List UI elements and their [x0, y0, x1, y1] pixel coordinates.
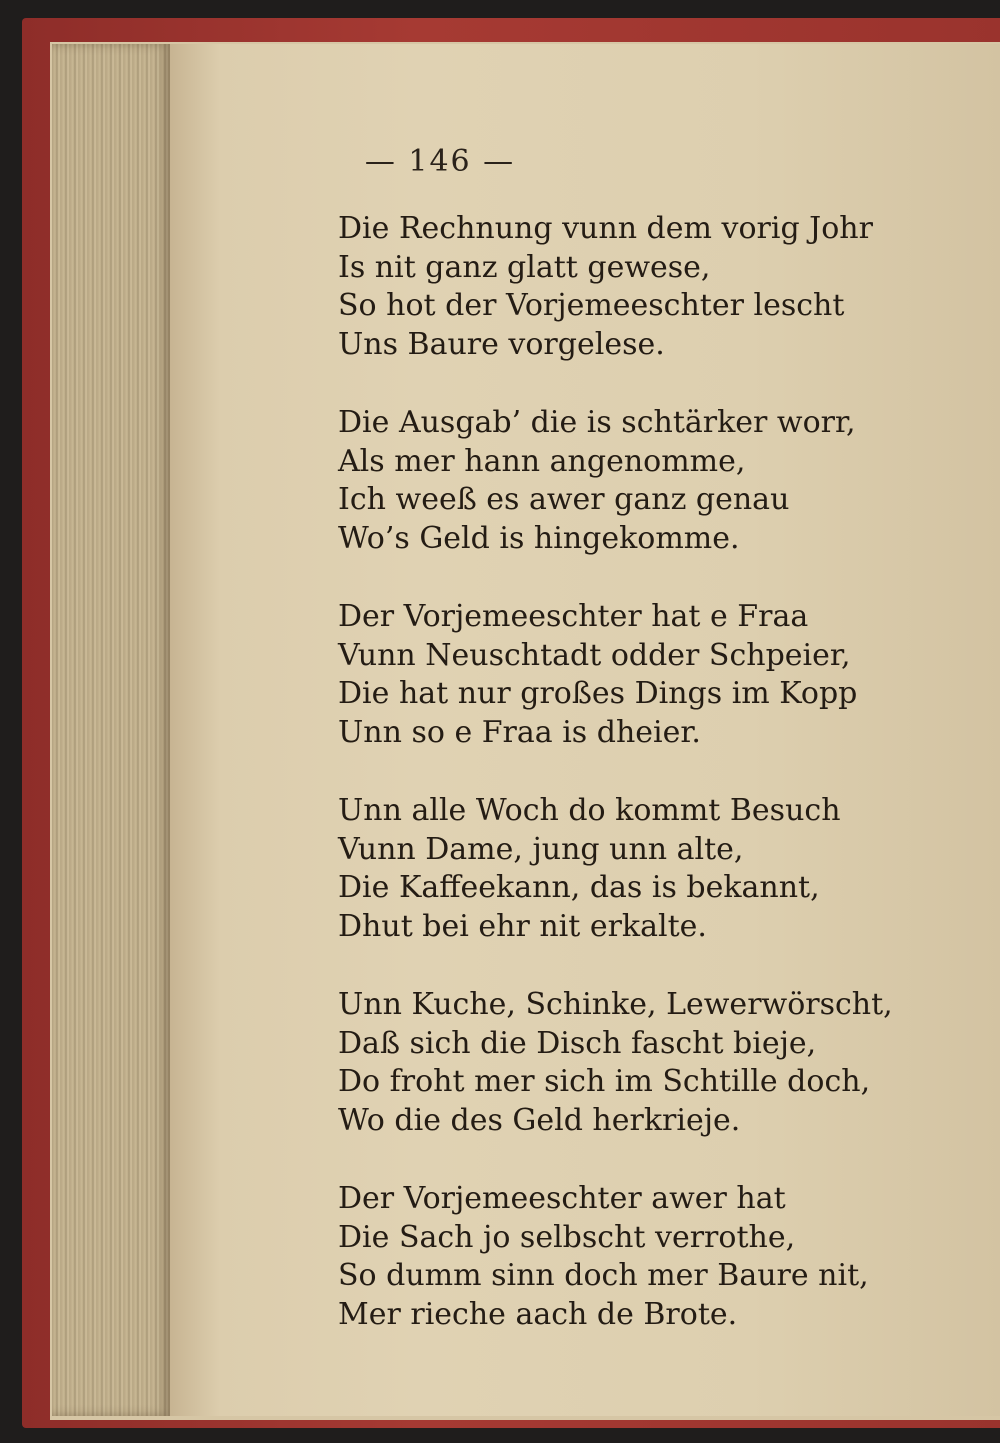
- poem-line: Dhut bei ehr nit erkalte.: [338, 908, 707, 944]
- poem-line: Unn so e Fraa is dheier.: [338, 714, 701, 750]
- poem-line: Unn alle Woch do kommt Besuch: [338, 793, 841, 828]
- stanza: [338, 210, 978, 364]
- page-number: — 146 —: [364, 144, 516, 179]
- poem: [338, 210, 978, 1374]
- poem-line: Die Rechnung vunn dem vorig Johr: [338, 211, 873, 246]
- page-edges: [52, 44, 170, 1416]
- poem-line: Vunn Dame, jung unn alte,: [338, 831, 744, 867]
- poem-line: Der Vorjemeeschter hat e Fraa: [338, 599, 809, 634]
- poem-line: Uns Baure vorgelese.: [338, 326, 665, 362]
- poem-line: Der Vorjemeeschter awer hat: [338, 1181, 786, 1216]
- poem-line: Wo die des Geld herkrieje.: [338, 1102, 741, 1138]
- stanza: [338, 598, 978, 752]
- poem-line: Als mer hann angenomme,: [338, 443, 746, 479]
- poem-line: Die Sach jo selbscht verrothe,: [338, 1219, 796, 1255]
- stanza: [338, 1180, 978, 1334]
- poem-line: So dumm sinn doch mer Baure nit,: [338, 1258, 869, 1293]
- poem-line: Die Kaffeekann, das is bekannt,: [338, 870, 820, 905]
- poem-line: Die hat nur großes Dings im Kopp: [338, 676, 858, 711]
- poem-line: Unn Kuche, Schinke, Lewerwörscht,: [338, 987, 893, 1022]
- poem-line: Wo’s Geld is hingekomme.: [338, 520, 740, 556]
- poem-line: Die Ausgab’ die is schtärker worr,: [338, 405, 856, 440]
- poem-line: Vunn Neuschtadt odder Schpeier,: [338, 637, 851, 673]
- poem-line: Ich weeß es awer ganz genau: [338, 482, 790, 517]
- poem-line: Daß sich die Disch fascht bieje,: [338, 1025, 817, 1061]
- stanza: [338, 792, 978, 946]
- poem-line: Is nit ganz glatt gewese,: [338, 249, 711, 285]
- poem-line: Do froht mer sich im Schtille doch,: [338, 1064, 871, 1099]
- poem-line: So hot der Vorjemeeschter lescht: [338, 288, 845, 323]
- stanza: [338, 404, 978, 558]
- stanza: [338, 986, 978, 1140]
- poem-line: Mer rieche aach de Brote.: [338, 1296, 738, 1332]
